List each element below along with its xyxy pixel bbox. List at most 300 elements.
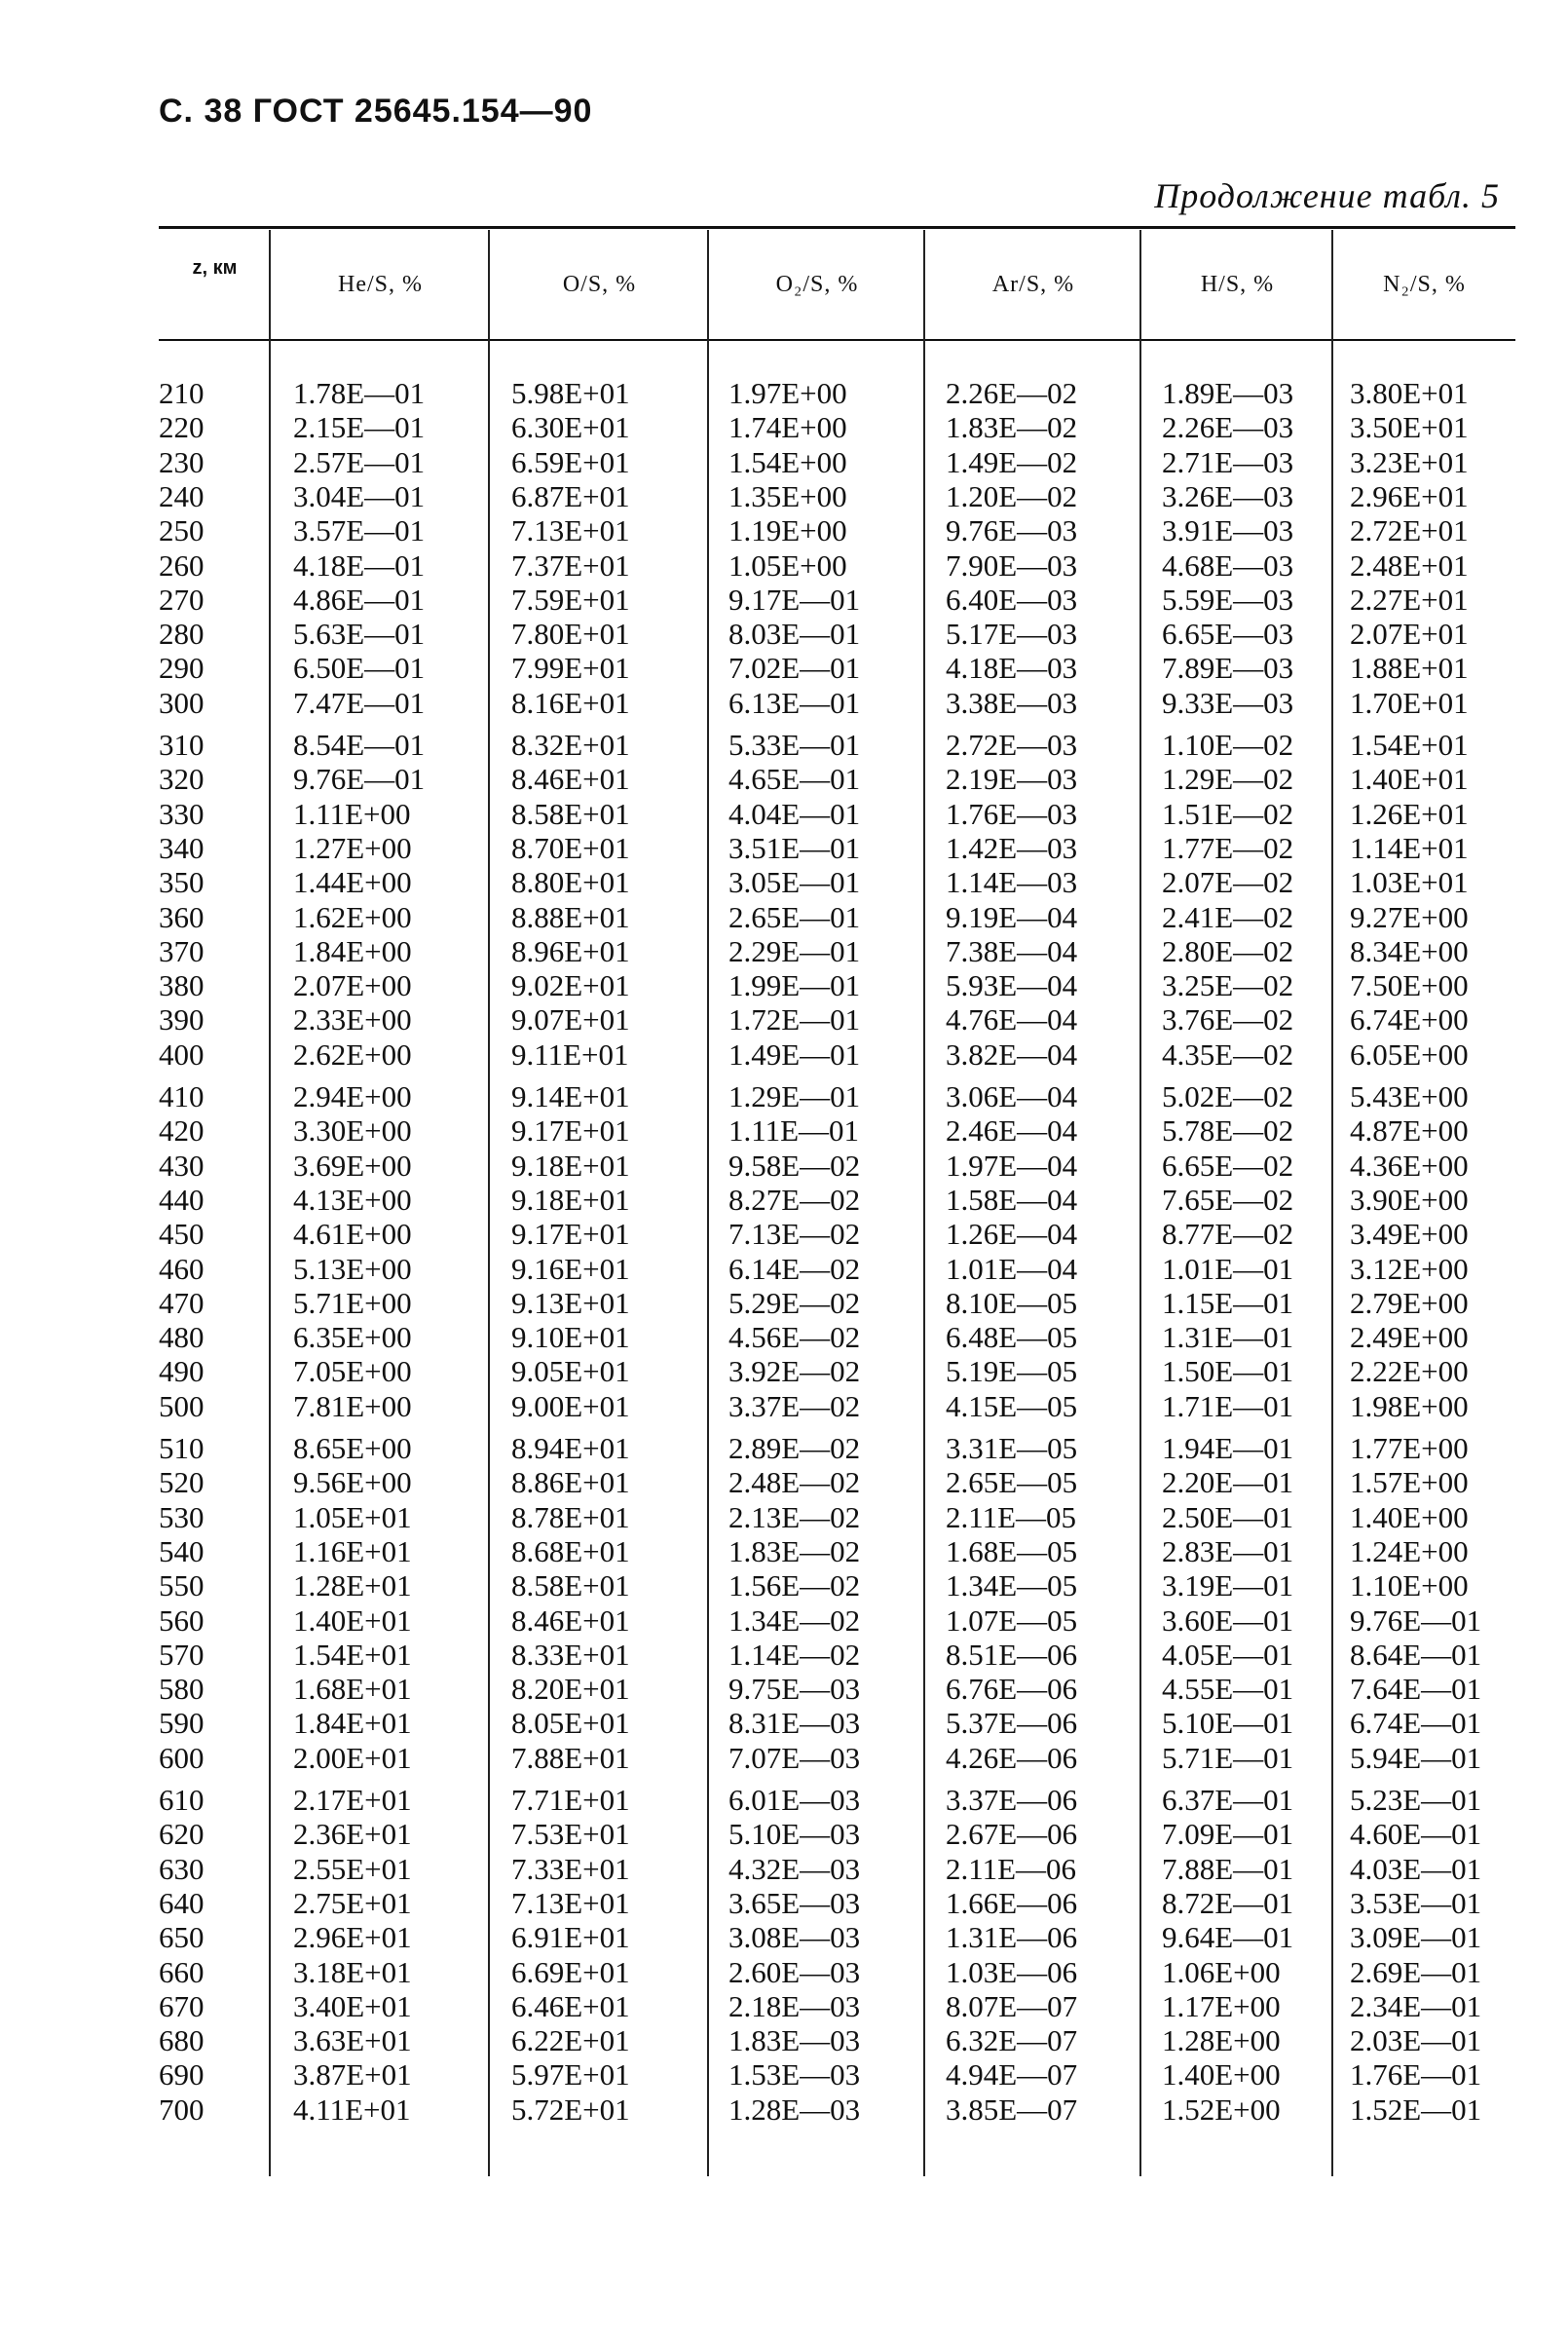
cell-n2: 6.05E+00	[1350, 1037, 1469, 1072]
cell-altitude: 600	[159, 1740, 205, 1775]
cell-h: 7.88E—01	[1162, 1851, 1294, 1886]
cell-he: 2.33E+00	[293, 1002, 412, 1037]
cell-he: 2.07E+00	[293, 968, 412, 1003]
table-row	[159, 1037, 1515, 1072]
cell-he: 7.81E+00	[293, 1388, 412, 1423]
cell-o2: 4.65E—01	[728, 762, 861, 797]
cell-o2: 1.72E—01	[728, 1002, 861, 1037]
cell-altitude: 640	[159, 1885, 205, 1920]
cell-n2: 4.36E+00	[1350, 1148, 1469, 1183]
table-row	[159, 1500, 1515, 1534]
cell-o: 7.88E+01	[511, 1740, 630, 1775]
cell-altitude: 420	[159, 1113, 205, 1149]
cell-altitude: 220	[159, 410, 205, 445]
cell-n2: 2.69E—01	[1350, 1954, 1482, 1989]
cell-h: 5.71E—01	[1162, 1740, 1294, 1775]
cell-o: 9.05E+01	[511, 1354, 630, 1389]
cell-h: 1.10E—02	[1162, 728, 1294, 762]
cell-n2: 3.80E+01	[1350, 376, 1469, 410]
cell-altitude: 410	[159, 1079, 205, 1113]
table-row	[159, 1252, 1515, 1286]
cell-he: 7.05E+00	[293, 1354, 412, 1389]
cell-n2: 4.87E+00	[1350, 1113, 1469, 1149]
cell-altitude: 330	[159, 796, 205, 831]
cell-o2: 1.54E+00	[728, 444, 847, 479]
cell-ar: 6.32E—07	[946, 2023, 1078, 2058]
cell-h: 5.02E—02	[1162, 1079, 1294, 1113]
cell-o2: 8.31E—03	[728, 1706, 861, 1741]
table-row	[159, 1002, 1515, 1037]
cell-n2: 1.10E+00	[1350, 1568, 1469, 1603]
cell-h: 4.35E—02	[1162, 1037, 1294, 1072]
cell-altitude: 250	[159, 513, 205, 548]
cell-h: 2.26E—03	[1162, 410, 1294, 445]
cell-o: 9.17E+01	[511, 1217, 630, 1252]
cell-ar: 6.76E—06	[946, 1672, 1078, 1707]
cell-o: 8.86E+01	[511, 1465, 630, 1500]
cell-n2: 7.64E—01	[1350, 1672, 1482, 1707]
cell-o2: 7.07E—03	[728, 1740, 861, 1775]
cell-o: 8.94E+01	[511, 1431, 630, 1465]
cell-o2: 2.60E—03	[728, 1954, 861, 1989]
table-row	[159, 479, 1515, 513]
cell-o2: 5.10E—03	[728, 1817, 861, 1852]
cell-o2: 8.27E—02	[728, 1182, 861, 1217]
cell-h: 1.50E—01	[1162, 1354, 1294, 1389]
cell-o: 7.13E+01	[511, 1885, 630, 1920]
cell-h: 4.05E—01	[1162, 1637, 1294, 1672]
cell-altitude: 610	[159, 1783, 205, 1817]
cell-o2: 7.13E—02	[728, 1217, 861, 1252]
cell-ar: 1.97E—04	[946, 1148, 1078, 1183]
cell-n2: 1.76E—01	[1350, 2057, 1482, 2092]
cell-o2: 2.89E—02	[728, 1431, 861, 1465]
cell-altitude: 660	[159, 1954, 205, 1989]
cell-n2: 3.09E—01	[1350, 1920, 1482, 1955]
cell-o2: 4.32E—03	[728, 1851, 861, 1886]
cell-he: 4.11E+01	[293, 2092, 411, 2127]
cell-o: 7.59E+01	[511, 582, 630, 617]
cell-h: 2.41E—02	[1162, 899, 1294, 934]
cell-altitude: 400	[159, 1037, 205, 1072]
cell-o: 6.69E+01	[511, 1954, 630, 1989]
cell-o2: 1.34E—02	[728, 1602, 861, 1638]
cell-h: 6.65E—03	[1162, 617, 1294, 652]
table-row	[159, 2023, 1515, 2057]
cell-h: 1.15E—01	[1162, 1285, 1294, 1320]
cell-o2: 7.02E—01	[728, 651, 861, 686]
cell-o2: 1.14E—02	[728, 1637, 861, 1672]
cell-o: 7.71E+01	[511, 1783, 630, 1817]
cell-altitude: 290	[159, 651, 205, 686]
cell-ar: 2.11E—05	[946, 1499, 1077, 1534]
cell-o: 6.87E+01	[511, 478, 630, 513]
cell-o2: 1.83E—02	[728, 1533, 861, 1568]
cell-n2: 2.79E+00	[1350, 1285, 1469, 1320]
cell-o2: 1.35E+00	[728, 478, 847, 513]
cell-o2: 2.29E—01	[728, 933, 861, 968]
cell-o2: 9.75E—03	[728, 1672, 861, 1707]
table-row	[159, 686, 1515, 720]
cell-n2: 4.60E—01	[1350, 1817, 1482, 1852]
cell-o2: 1.74E+00	[728, 410, 847, 445]
cell-altitude: 630	[159, 1851, 205, 1886]
cell-ar: 1.83E—02	[946, 410, 1078, 445]
cell-o2: 4.04E—01	[728, 796, 861, 831]
cell-o: 9.13E+01	[511, 1285, 630, 1320]
cell-h: 1.89E—03	[1162, 376, 1294, 410]
cell-o: 9.02E+01	[511, 968, 630, 1003]
cell-altitude: 590	[159, 1706, 205, 1741]
cell-altitude: 510	[159, 1431, 205, 1465]
cell-o2: 6.01E—03	[728, 1783, 861, 1817]
cell-altitude: 240	[159, 478, 205, 513]
cell-altitude: 340	[159, 830, 205, 865]
cell-o: 5.97E+01	[511, 2057, 630, 2092]
cell-h: 1.52E+00	[1162, 2092, 1281, 2127]
cell-o: 9.00E+01	[511, 1388, 630, 1423]
cell-ar: 3.31E—05	[946, 1431, 1078, 1465]
cell-n2: 2.22E+00	[1350, 1354, 1469, 1389]
cell-h: 6.37E—01	[1162, 1783, 1294, 1817]
cell-ar: 4.94E—07	[946, 2057, 1078, 2092]
cell-he: 1.78E—01	[293, 376, 426, 410]
cell-ar: 9.76E—03	[946, 513, 1078, 548]
cell-o: 8.58E+01	[511, 1568, 630, 1603]
cell-altitude: 560	[159, 1602, 205, 1638]
cell-ar: 6.48E—05	[946, 1320, 1078, 1355]
cell-o2: 3.51E—01	[728, 830, 861, 865]
cell-n2: 4.03E—01	[1350, 1851, 1482, 1886]
cell-o: 9.10E+01	[511, 1320, 630, 1355]
cell-he: 8.65E+00	[293, 1431, 412, 1465]
cell-ar: 4.15E—05	[946, 1388, 1078, 1423]
cell-o: 8.20E+01	[511, 1672, 630, 1707]
cell-ar: 4.76E—04	[946, 1002, 1078, 1037]
cell-he: 5.63E—01	[293, 617, 426, 652]
cell-h: 1.40E+00	[1162, 2057, 1281, 2092]
cell-he: 1.84E+00	[293, 933, 412, 968]
cell-o2: 1.56E—02	[728, 1568, 861, 1603]
cell-h: 2.80E—02	[1162, 933, 1294, 968]
cell-h: 1.28E+00	[1162, 2023, 1281, 2058]
cell-h: 1.29E—02	[1162, 762, 1294, 797]
cell-h: 7.89E—03	[1162, 651, 1294, 686]
cell-altitude: 550	[159, 1568, 205, 1603]
cell-h: 1.01E—01	[1162, 1251, 1294, 1286]
cell-altitude: 320	[159, 762, 205, 797]
cell-altitude: 310	[159, 728, 205, 762]
cell-he: 4.61E+00	[293, 1217, 412, 1252]
cell-o: 8.68E+01	[511, 1533, 630, 1568]
cell-o2: 1.99E—01	[728, 968, 861, 1003]
cell-o: 6.30E+01	[511, 410, 630, 445]
cell-ar: 2.65E—05	[946, 1465, 1078, 1500]
cell-h: 1.51E—02	[1162, 796, 1294, 831]
cell-altitude: 210	[159, 376, 205, 410]
cell-he: 1.27E+00	[293, 830, 412, 865]
cell-ar: 1.42E—03	[946, 830, 1078, 865]
cell-n2: 2.72E+01	[1350, 513, 1469, 548]
cell-n2: 3.53E—01	[1350, 1885, 1482, 1920]
table-row	[159, 1149, 1515, 1183]
cell-h: 1.77E—02	[1162, 830, 1294, 865]
cell-altitude: 520	[159, 1465, 205, 1500]
cell-o2: 6.13E—01	[728, 685, 861, 720]
cell-he: 9.76E—01	[293, 762, 426, 797]
cell-altitude: 470	[159, 1285, 205, 1320]
table-row	[159, 583, 1515, 617]
cell-o: 7.33E+01	[511, 1851, 630, 1886]
cell-o2: 1.49E—01	[728, 1037, 861, 1072]
table-row	[159, 831, 1515, 865]
cell-o: 8.33E+01	[511, 1637, 630, 1672]
table-row	[159, 1568, 1515, 1602]
cell-n2: 9.27E+00	[1350, 899, 1469, 934]
cell-o2: 9.17E—01	[728, 582, 861, 617]
cell-o: 9.14E+01	[511, 1079, 630, 1113]
cell-ar: 5.17E—03	[946, 617, 1078, 652]
cell-ar: 1.20E—02	[946, 478, 1078, 513]
cell-n2: 1.14E+01	[1350, 830, 1469, 865]
cell-h: 2.71E—03	[1162, 444, 1294, 479]
cell-o: 9.16E+01	[511, 1251, 630, 1286]
cell-ar: 1.01E—04	[946, 1251, 1078, 1286]
cell-ar: 1.34E—05	[946, 1568, 1078, 1603]
cell-o: 8.78E+01	[511, 1499, 630, 1534]
cell-h: 3.25E—02	[1162, 968, 1294, 1003]
cell-ar: 2.67E—06	[946, 1817, 1078, 1852]
cell-h: 3.91E—03	[1162, 513, 1294, 548]
cell-altitude: 260	[159, 547, 205, 583]
cell-h: 1.71E—01	[1162, 1388, 1294, 1423]
cell-altitude: 430	[159, 1148, 205, 1183]
table-row	[159, 548, 1515, 583]
cell-ar: 2.72E—03	[946, 728, 1078, 762]
cell-ar: 4.18E—03	[946, 651, 1078, 686]
cell-n2: 2.49E+00	[1350, 1320, 1469, 1355]
cell-ar: 1.68E—05	[946, 1533, 1078, 1568]
cell-o2: 1.97E+00	[728, 376, 847, 410]
cell-n2: 1.77E+00	[1350, 1431, 1469, 1465]
cell-n2: 1.52E—01	[1350, 2092, 1482, 2127]
page-header: С. 38 ГОСТ 25645.154—90	[159, 93, 593, 130]
cell-o: 8.70E+01	[511, 830, 630, 865]
cell-altitude: 230	[159, 444, 205, 479]
cell-ar: 7.90E—03	[946, 547, 1078, 583]
cell-h: 2.20E—01	[1162, 1465, 1294, 1500]
col-header-h: H/S, %	[1200, 272, 1275, 297]
cell-he: 3.40E+01	[293, 1988, 412, 2023]
cell-altitude: 360	[159, 899, 205, 934]
cell-ar: 1.76E—03	[946, 796, 1078, 831]
table-continuation-label: Продолжение табл. 5	[1154, 176, 1500, 215]
table-row	[159, 1286, 1515, 1320]
cell-altitude: 460	[159, 1251, 205, 1286]
cell-he: 9.56E+00	[293, 1465, 412, 1500]
cell-altitude: 450	[159, 1217, 205, 1252]
cell-n2: 2.07E+01	[1350, 617, 1469, 652]
cell-n2: 2.27E+01	[1350, 582, 1469, 617]
cell-ar: 5.93E—04	[946, 968, 1078, 1003]
cell-h: 4.68E—03	[1162, 547, 1294, 583]
cell-h: 2.50E—01	[1162, 1499, 1294, 1534]
cell-o2: 1.28E—03	[728, 2092, 861, 2127]
cell-h: 8.77E—02	[1162, 1217, 1294, 1252]
cell-h: 2.07E—02	[1162, 865, 1294, 900]
cell-he: 5.71E+00	[293, 1285, 412, 1320]
cell-h: 3.60E—01	[1162, 1602, 1294, 1638]
cell-he: 3.18E+01	[293, 1954, 412, 1989]
cell-n2: 1.03E+01	[1350, 865, 1469, 900]
cell-he: 3.87E+01	[293, 2057, 412, 2092]
table-row	[159, 1320, 1515, 1354]
cell-he: 5.13E+00	[293, 1251, 412, 1286]
table-row	[159, 513, 1515, 547]
table-row	[159, 410, 1515, 444]
col-header-n2: N₂/S, %	[1383, 272, 1466, 297]
cell-he: 3.57E—01	[293, 513, 426, 548]
cell-he: 2.15E—01	[293, 410, 426, 445]
cell-altitude: 570	[159, 1637, 205, 1672]
cell-he: 1.05E+01	[293, 1499, 412, 1534]
cell-ar: 2.11E—06	[946, 1851, 1077, 1886]
table-row	[159, 1113, 1515, 1148]
cell-o: 6.46E+01	[511, 1988, 630, 2023]
table-row	[159, 1534, 1515, 1568]
cell-ar: 3.06E—04	[946, 1079, 1078, 1113]
cell-altitude: 390	[159, 1002, 205, 1037]
cell-h: 1.94E—01	[1162, 1431, 1294, 1465]
cell-o: 8.46E+01	[511, 762, 630, 797]
cell-o: 8.05E+01	[511, 1706, 630, 1741]
cell-ar: 1.07E—05	[946, 1602, 1078, 1638]
col-header-he: He/S, %	[338, 272, 423, 297]
cell-ar: 1.03E—06	[946, 1954, 1078, 1989]
cell-altitude: 280	[159, 617, 205, 652]
cell-o2: 3.65E—03	[728, 1885, 861, 1920]
cell-altitude: 300	[159, 685, 205, 720]
cell-o: 6.91E+01	[511, 1920, 630, 1955]
cell-he: 1.44E+00	[293, 865, 412, 900]
cell-o2: 1.05E+00	[728, 547, 847, 583]
cell-o: 9.18E+01	[511, 1182, 630, 1217]
cell-altitude: 620	[159, 1817, 205, 1852]
table-row	[159, 900, 1515, 934]
cell-h: 9.33E—03	[1162, 685, 1294, 720]
cell-o: 8.58E+01	[511, 796, 630, 831]
cell-o2: 9.58E—02	[728, 1148, 861, 1183]
cell-he: 2.17E+01	[293, 1783, 412, 1817]
table-row	[159, 1955, 1515, 1989]
table-row	[159, 1431, 1515, 1465]
table-row	[159, 865, 1515, 899]
table-row	[159, 934, 1515, 968]
table-row	[159, 1741, 1515, 1775]
cell-o: 8.80E+01	[511, 865, 630, 900]
cell-altitude: 540	[159, 1533, 205, 1568]
table-row	[159, 376, 1515, 410]
cell-h: 6.65E—02	[1162, 1148, 1294, 1183]
cell-he: 6.50E—01	[293, 651, 426, 686]
cell-n2: 3.12E+00	[1350, 1251, 1469, 1286]
cell-o: 8.46E+01	[511, 1602, 630, 1638]
cell-n2: 2.34E—01	[1350, 1988, 1482, 2023]
cell-n2: 1.88E+01	[1350, 651, 1469, 686]
cell-o2: 2.65E—01	[728, 899, 861, 934]
cell-he: 2.55E+01	[293, 1851, 412, 1886]
cell-ar: 3.38E—03	[946, 685, 1078, 720]
table-row	[159, 728, 1515, 762]
cell-altitude: 530	[159, 1499, 205, 1534]
cell-h: 5.59E—03	[1162, 582, 1294, 617]
cell-o: 8.96E+01	[511, 933, 630, 968]
cell-o2: 5.33E—01	[728, 728, 861, 762]
cell-he: 1.84E+01	[293, 1706, 412, 1741]
table-row	[159, 1354, 1515, 1388]
cell-n2: 8.34E+00	[1350, 933, 1469, 968]
table-row	[159, 445, 1515, 479]
cell-ar: 1.66E—06	[946, 1885, 1078, 1920]
cell-o2: 1.53E—03	[728, 2057, 861, 2092]
cell-n2: 6.74E+00	[1350, 1002, 1469, 1037]
table-row	[159, 1886, 1515, 1920]
cell-he: 4.86E—01	[293, 582, 426, 617]
cell-he: 2.62E+00	[293, 1037, 412, 1072]
cell-n2: 6.74E—01	[1350, 1706, 1482, 1741]
cell-h: 5.10E—01	[1162, 1706, 1294, 1741]
cell-o2: 1.11E—01	[728, 1113, 860, 1149]
table-row	[159, 968, 1515, 1002]
cell-h: 3.19E—01	[1162, 1568, 1294, 1603]
cell-o2: 8.03E—01	[728, 617, 861, 652]
cell-he: 3.69E+00	[293, 1148, 412, 1183]
cell-h: 7.65E—02	[1162, 1182, 1294, 1217]
table-row	[159, 1920, 1515, 1954]
cell-h: 9.64E—01	[1162, 1920, 1294, 1955]
table-row	[159, 1465, 1515, 1499]
cell-o: 9.18E+01	[511, 1148, 630, 1183]
table-row	[159, 651, 1515, 685]
cell-o: 9.11E+01	[511, 1037, 629, 1072]
cell-he: 1.40E+01	[293, 1602, 412, 1638]
cell-altitude: 500	[159, 1388, 205, 1423]
cell-n2: 5.43E+00	[1350, 1079, 1469, 1113]
cell-n2: 1.40E+00	[1350, 1499, 1469, 1534]
cell-n2: 2.48E+01	[1350, 547, 1469, 583]
cell-he: 1.54E+01	[293, 1637, 412, 1672]
cell-n2: 8.64E—01	[1350, 1637, 1482, 1672]
cell-o: 7.53E+01	[511, 1817, 630, 1852]
cell-n2: 9.76E—01	[1350, 1602, 1482, 1638]
cell-ar: 1.31E—06	[946, 1920, 1078, 1955]
cell-o: 9.17E+01	[511, 1113, 630, 1149]
cell-o: 7.80E+01	[511, 617, 630, 652]
cell-n2: 2.96E+01	[1350, 478, 1469, 513]
cell-o: 8.32E+01	[511, 728, 630, 762]
cell-altitude: 700	[159, 2092, 205, 2127]
cell-o: 6.22E+01	[511, 2023, 630, 2058]
cell-he: 2.96E+01	[293, 1920, 412, 1955]
cell-ar: 4.26E—06	[946, 1740, 1078, 1775]
cell-h: 1.31E—01	[1162, 1320, 1294, 1355]
table-top-rule	[159, 226, 1515, 229]
cell-h: 2.83E—01	[1162, 1533, 1294, 1568]
cell-altitude: 650	[159, 1920, 205, 1955]
col-header-altitude: z, км	[192, 257, 238, 279]
cell-n2: 3.50E+01	[1350, 410, 1469, 445]
cell-o: 9.07E+01	[511, 1002, 630, 1037]
